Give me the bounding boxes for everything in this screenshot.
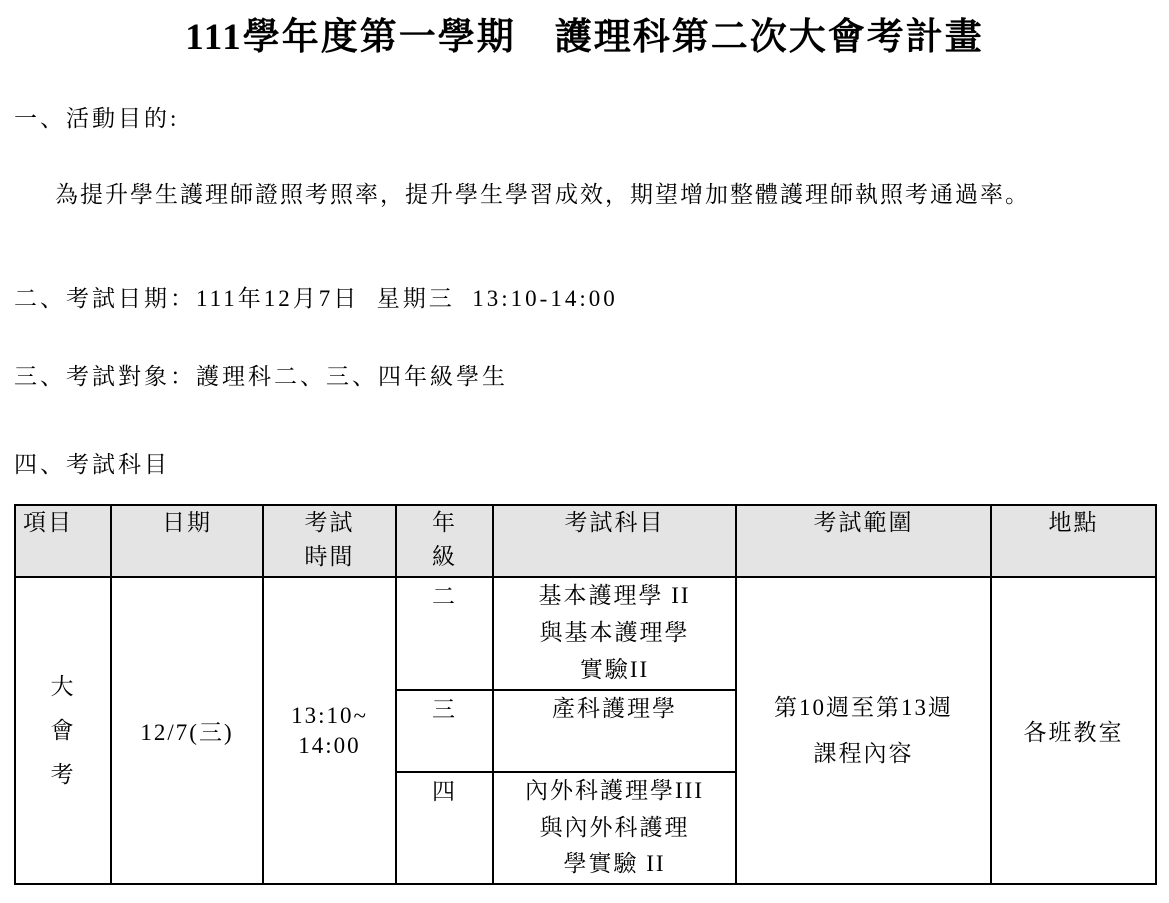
header-exam-time: 考試 時間 <box>263 505 396 577</box>
cell-grade-2: 二 <box>396 577 493 689</box>
cell-subject-grade-2: 基本護理學 II 與基本護理學 實驗II <box>493 577 736 689</box>
section-heading-exam-subjects: 四、考試科目 <box>14 451 170 477</box>
cell-item: 大 會 考 <box>15 577 111 884</box>
section-body-purpose: 為提升學生護理師證照考照率，提升學生學習成效，期望增加整體護理師執照考通過率。 <box>55 181 1030 207</box>
table-row <box>15 577 1156 689</box>
cell-grade-3: 三 <box>396 690 493 772</box>
cell-exam-time: 13:10~ 14:00 <box>263 577 396 884</box>
cell-grade-4: 四 <box>396 772 493 884</box>
cell-date: 12/7(三) <box>111 577 263 884</box>
cell-location: 各班教室 <box>991 577 1156 884</box>
header-grade: 年 級 <box>396 505 493 577</box>
header-exam-range: 考試範圍 <box>736 505 991 577</box>
header-location: 地點 <box>991 505 1156 577</box>
page-title: 111學年度第一學期 護理科第二次大會考計畫 <box>185 17 984 58</box>
cell-subject-grade-3: 產科護理學 <box>493 690 736 772</box>
section-heading-exam-date: 二、考試日期：111年12月7日 星期三 13:10-14:00 <box>14 285 618 311</box>
section-heading-exam-target: 三、考試對象：護理科二、三、四年級學生 <box>14 363 508 389</box>
table-header-row <box>15 505 1156 577</box>
header-item: 項目 <box>15 505 111 577</box>
header-date: 日期 <box>111 505 263 577</box>
exam-table <box>14 504 1157 885</box>
section-heading-purpose: 一、活動目的: <box>14 106 180 131</box>
document-page <box>0 6 1169 885</box>
header-exam-subject: 考試科目 <box>493 505 736 577</box>
cell-subject-grade-4: 內外科護理學III 與內外科護理 學實驗 II <box>493 772 736 884</box>
cell-exam-range: 第10週至第13週 課程內容 <box>736 577 991 884</box>
